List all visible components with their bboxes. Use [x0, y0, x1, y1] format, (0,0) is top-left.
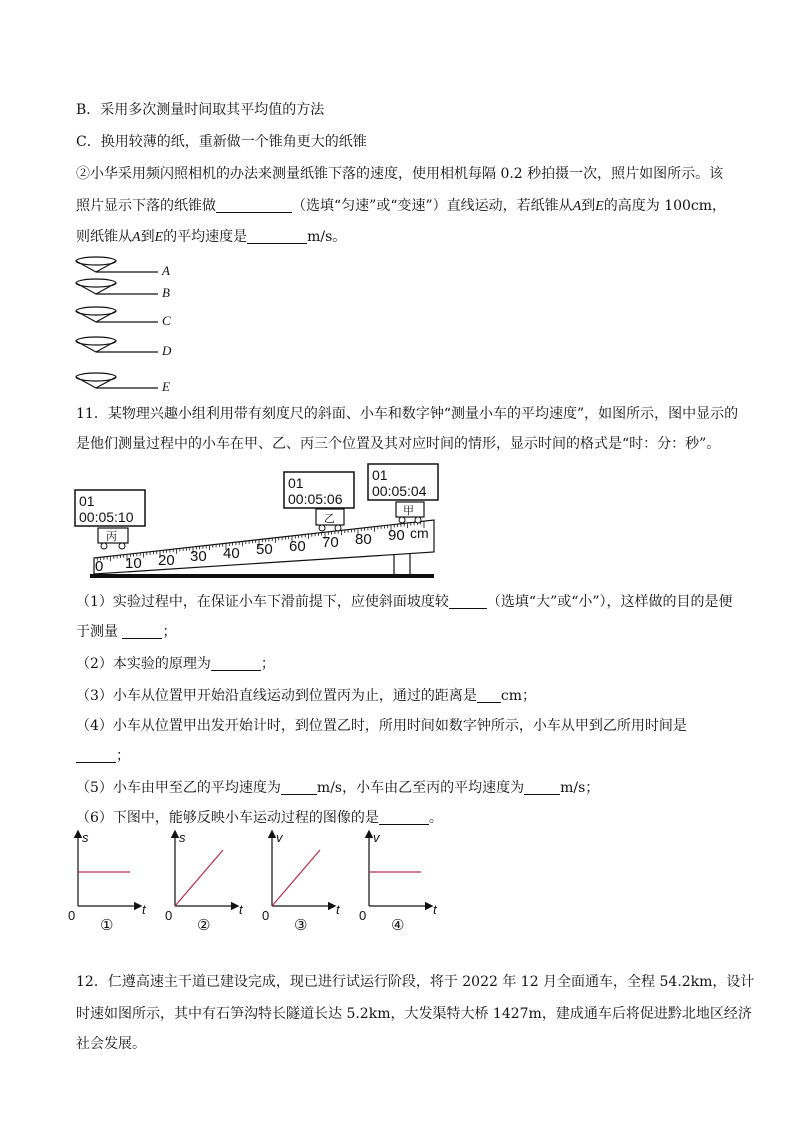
sub-q-text: 。: [428, 810, 443, 826]
sub-q6: [76, 808, 443, 828]
tick-label-80: 80: [355, 531, 372, 548]
q2-text: m/s。: [307, 229, 347, 245]
cone-label-a: A: [162, 263, 170, 278]
answer-blank[interactable]: [281, 778, 317, 795]
unit-label: cm: [410, 525, 429, 541]
origin-label: 0: [68, 908, 76, 923]
car-jia: [396, 502, 424, 523]
sub-q-text: m/s，小车由乙至丙的平均速度为: [316, 780, 525, 796]
q12-line1: 12．仁遵高速主干道已建设完成，现已进行试运行阶段，将于 2022 年 12 月全面通车，全程 54.2km，设计: [76, 974, 755, 990]
tick-label-60: 60: [289, 538, 306, 555]
answer-blank[interactable]: [247, 227, 307, 244]
graph-number: ④: [391, 917, 405, 934]
x-axis-label: t: [142, 902, 146, 917]
car-label-bing: 丙: [106, 531, 117, 543]
answer-blank[interactable]: [216, 196, 292, 213]
graph-4: [359, 830, 438, 934]
graph-line: [175, 850, 223, 906]
graph-number: ③: [294, 917, 308, 934]
q2-text: 的平均速度是: [163, 229, 248, 245]
origin-label: 0: [262, 908, 270, 923]
sub-q5: [76, 778, 599, 798]
answer-blank[interactable]: [211, 654, 261, 671]
tick-label-90: 90: [388, 527, 405, 544]
tick-label-40: 40: [223, 545, 240, 562]
q2-line1: ②小华采用频闪照相机的办法来测量纸锥下落的速度，使用相机每隔 0.2 秒拍摄一次，照片如图所示。该: [76, 166, 724, 182]
option-b: B．采用多次测量时间取其平均值的方法: [76, 102, 325, 118]
graph-line: [272, 850, 320, 906]
sub-q-text: （2）本实验的原理为: [76, 656, 211, 672]
q11-line1: 11．某物理兴趣小组利用带有刻度尺的斜面、小车和数字钟“测量小车的平均速度”，如图所示，图中显示的: [76, 406, 739, 422]
q12-line2: 时速如图所示，其中有石笋沟特长隧道长达 5.2km，大发渠特大桥 1427m，建成通车后将促进黔北地区经济: [76, 1006, 752, 1022]
cone-e: [76, 373, 158, 388]
option-c: C．换用较薄的纸，重新做一个锥角更大的纸锥: [76, 134, 367, 150]
q2-line2: [76, 196, 726, 217]
cone-label-d: D: [162, 343, 172, 358]
tick-label-0: 0: [95, 558, 104, 575]
sub-q-text: ；: [162, 624, 177, 640]
q11-line2: 是他们测量过程中的小车在甲、乙、丙三个位置及其对应时间的情形，显示时间的格式是“时：分：秒”。: [76, 436, 721, 452]
sub-q-text: （3）小车从位置甲开始沿直线运动到位置丙为止，通过的距离是: [76, 688, 477, 704]
answer-blank[interactable]: [379, 808, 429, 825]
x-axis-label: t: [239, 902, 243, 917]
paper-cone-figure: [70, 255, 190, 395]
sub-q4-line2: [76, 746, 130, 766]
cone-c: [76, 307, 158, 322]
answer-blank[interactable]: [477, 686, 501, 703]
answer-blank[interactable]: [76, 746, 116, 763]
tick-label-50: 50: [256, 541, 273, 558]
y-axis-label: s: [179, 830, 186, 845]
sub-q-text: （1）实验过程中，在保证小车下滑前提下，应使斜面坡度较: [76, 594, 449, 610]
graph-number: ②: [197, 917, 211, 934]
sub-q-text: （5）小车由甲至乙的平均速度为: [76, 780, 281, 796]
q2-text: 到: [140, 229, 155, 245]
motion-graphs: [66, 826, 456, 940]
cone-b: [76, 279, 158, 294]
q2-text: 则纸锥从: [76, 229, 132, 245]
car-label-yi: 乙: [324, 513, 335, 525]
q2-text: 照片显示下落的纸锥做: [76, 198, 216, 214]
sub-q4-line1: （4）小车从位置甲出发开始计时，到位置乙时，所用时间如数字钟所示，小车从甲到乙所用时间是: [76, 718, 687, 734]
cone-label-b: B: [162, 285, 170, 300]
q2-var: A: [572, 199, 582, 214]
clock-bing-line1: 01: [79, 493, 95, 509]
q2-var: E: [154, 230, 164, 245]
sub-q-text: ；: [260, 656, 275, 672]
clock-yi-line1: 01: [288, 475, 304, 491]
sub-q-text: ；: [116, 748, 130, 764]
q2-var: E: [595, 199, 604, 214]
y-axis-label: v: [373, 830, 380, 845]
sub-q1-line1: [76, 592, 733, 612]
answer-blank[interactable]: [449, 592, 487, 609]
clock-bing-time: 00:05:10: [79, 509, 134, 525]
tick-label-20: 20: [158, 552, 175, 569]
x-axis-label: t: [336, 902, 340, 917]
q2-var: A: [132, 230, 141, 245]
sub-q1-line2: [76, 622, 176, 642]
clock-jia: [368, 464, 438, 500]
answer-blank[interactable]: [122, 622, 162, 639]
sub-q3: [76, 686, 536, 706]
sub-q-text: 于测量: [76, 624, 118, 640]
cone-label-c: C: [162, 313, 171, 328]
origin-label: 0: [359, 908, 367, 923]
cone-d: [76, 337, 158, 352]
sub-q-text: （6）下图中，能够反映小车运动过程的图像的是: [76, 810, 379, 826]
origin-label: 0: [165, 908, 173, 923]
sub-q2: [76, 654, 275, 674]
sub-q-text: cm；: [500, 688, 537, 704]
y-axis-label: s: [82, 830, 89, 845]
tick-label-70: 70: [322, 534, 339, 551]
cone-label-e: E: [162, 379, 170, 394]
answer-blank[interactable]: [524, 778, 560, 795]
clock-jia-time: 00:05:04: [372, 483, 427, 499]
q12-line3: 社会发展。: [76, 1036, 146, 1052]
q2-text: 的高度为 100cm，: [603, 198, 727, 214]
clock-yi-time: 00:05:06: [288, 491, 343, 507]
sub-q-text: m/s；: [560, 780, 600, 796]
car-yi: [316, 509, 344, 531]
car-bing: [98, 528, 128, 549]
clock-bing: [75, 490, 145, 526]
graph-2: [165, 830, 244, 934]
y-axis-label: v: [276, 830, 283, 845]
x-axis-label: t: [433, 902, 437, 917]
q2-text: 到: [581, 198, 596, 214]
graph-number: ①: [100, 917, 114, 934]
graph-1: [68, 830, 147, 934]
clock-yi: [284, 472, 354, 508]
graph-3: [262, 830, 341, 934]
clock-jia-line1: 01: [372, 467, 388, 483]
car-label-jia: 甲: [403, 505, 414, 517]
tick-label-10: 10: [125, 555, 142, 572]
q2-line3: [76, 227, 346, 248]
q2-text: （选填“匀速”或“变速”）直线运动，若纸锥从: [292, 198, 573, 214]
tick-label-30: 30: [190, 548, 207, 565]
sub-q-text: （选填“大”或“小”），这样做的目的是便: [486, 594, 733, 610]
ramp-figure: [70, 462, 440, 584]
cone-a: [76, 257, 158, 272]
